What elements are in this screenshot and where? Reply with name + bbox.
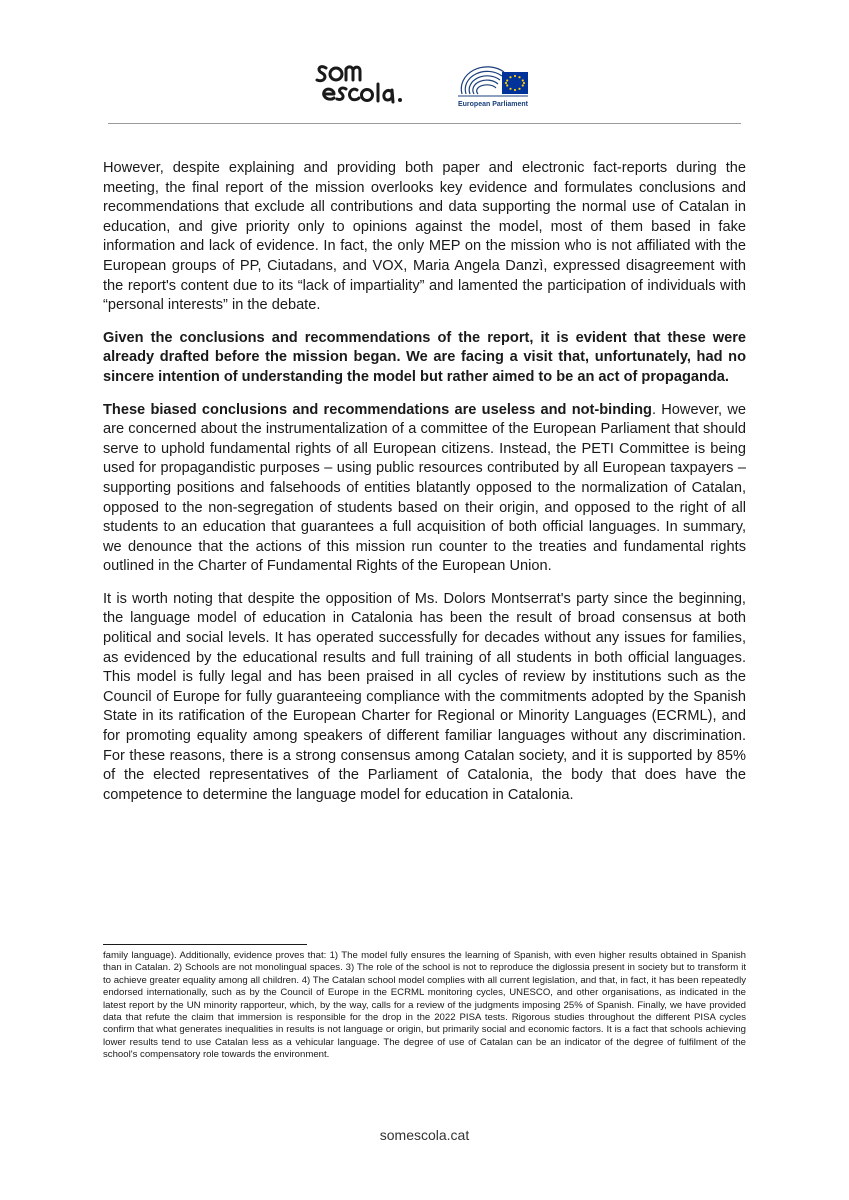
footnote-divider [103, 944, 307, 945]
paragraph-4 [103, 590, 746, 806]
page-header [0, 0, 849, 125]
document-body [103, 159, 746, 818]
paragraph-text: It is worth noting that despite the opposition of Ms. Dolors Montserrat's party since the beginning, the language model of education in Catalonia has been the result of broad consensus at both political and social levels. It has operated successfully for decades without any issues for families, as evidenced by the educational results and full training of all students in both official languages. This model is fully legal and has been praised in all cycles of review by institutions such as the Council of Europe for fully guaranteeing compliance with the commitments adopted by the Spanish State in its ratification of the European Charter for Regional or Minority Languages (ECRML), and for promoting equality among speakers of different familiar languages without any discrimination. For these reasons, there is a strong consensus among Catalan society, and it is supported by 85% of the elected representatives of the Parliament of Catalonia, the body that does have the competence to determine the language model for education in Catalonia. [103, 590, 746, 803]
paragraph-bold-text: Given the conclusions and recommendations of the report, it is evident that these were already drafted before the mission began. We are facing a visit that, unfortunately, had no sincere intention of understanding the model but rather aimed to be an act of propaganda. [103, 329, 746, 385]
paragraph-text: . However, we are concerned about the instrumentalization of a committee of the European Parliament that should serve to uphold fundamental rights of all European citizens. Instead, the PETI Committee is being used for propagandistic purposes – using public resources contributed by all European taxpayers – supporting positions and falsehoods of entities blatantly opposed to the normalization of Catalan, opposed to the non-segregation of students based on their origin, and opposed to the right of all students to an education that guarantees a full acquisition of both official languages. In summary, we denounce that the actions of this mission run counter to the treaties and fundamental rights outlined in the Charter of Fundamental Rights of the European Union. [103, 401, 747, 575]
paragraph-text: However, despite explaining and providing both paper and electronic fact-reports during the meeting, the final report of the mission overlooks key evidence and formulates conclusions and recommendations that exclude all contributions and data supporting the normal use of Catalan in education, and give priority only to opinions against the model, most of them based in fake information and lack of evidence. In fact, the only MEP on the mission who is not affiliated with the European groups of PP, Ciutadans, and VOX, Maria Angela Danzì, expressed disagreement with the report's content due to its “lack of impartiality” and lamented the participation of individuals with “personal interests” in the debate. [103, 160, 746, 314]
footnote: family language). Additionally, evidence proves that: 1) The model fully ensures the learning of Spanish, with even higher results obtained in Spanish than in Catalan. 2) Schools are not monolingual spaces. 3) The role of the school is not to reproduce the diglossia present in society but to transform it to achieve greater equality among all children. 4) The Catalan school model complies with all current legislation, and that, in fact, it has been repeatedly endorsed internationally, such as by the Council of Europe in the ECRML monitoring cycles, UNESCO, and other organisations, as indicated in the latest report by the UN minority rapporteur, which, by the way, calls for a review of the judgments imposing 25% of Spanish. Finally, we have provided data that refute the claim that immersion is responsible for the drop in the 2022 PISA tests. Rigorous studies throughout the different PISA cycles confirm that what generates inequalities in results is not language or origin, but primarily social and economic factors. It is a fact that schools achieving lower results tend to use Catalan less as a vehicular language. The degree of use of Catalan can be an indicator of the degree of fulfilment of the school's compensatory role towards the environment. [103, 950, 746, 1061]
paragraph-3 [103, 401, 746, 577]
somescola-logo [312, 56, 404, 108]
paragraph-bold-lead: These biased conclusions and recommendations are useless and not-binding [103, 401, 652, 418]
footer-url[interactable]: somescola.cat [379, 1127, 470, 1143]
paragraph-2 [103, 329, 746, 388]
european-parliament-label: European Parliament [457, 101, 529, 108]
european-parliament-logo [456, 62, 530, 118]
header-divider [108, 123, 741, 124]
paragraph-1 [103, 159, 746, 316]
